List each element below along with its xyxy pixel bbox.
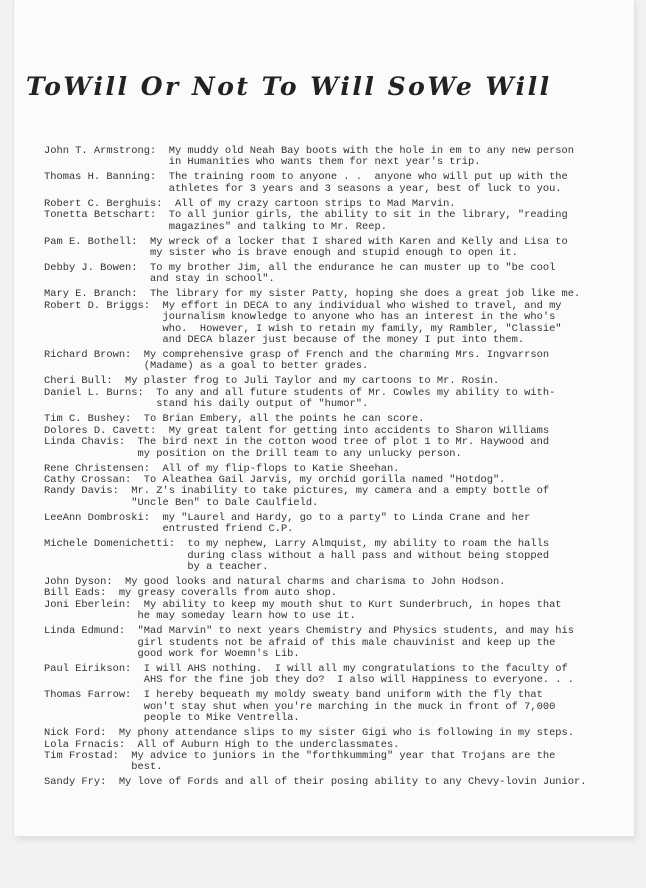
will-text-line: Robert C. Berghuis: All of my crazy cartoon strips to Mad Marvin. xyxy=(44,197,456,210)
will-text-line: people to Mike Ventrella. xyxy=(44,712,300,725)
will-text-line: best. xyxy=(44,761,163,774)
will-text-line: and stay in school". xyxy=(44,273,275,286)
will-text-line: good work for Woemn's Lib. xyxy=(44,647,300,660)
will-entry xyxy=(44,289,604,346)
will-text-line: Nick Ford: My phony attendance slips to my sister Gigi who is following in my steps. xyxy=(44,727,575,740)
will-text-line: Linda Edmund: "Mad Marvin" to next years Chemistry and Physics students, and may his xyxy=(44,625,575,638)
will-entry xyxy=(44,777,604,788)
will-text-line: Tim Frostad: My advice to juniors in the "forthkumming" year that Trojans are the xyxy=(44,750,556,762)
will-entry xyxy=(44,263,604,286)
will-text-line: and DECA blazer just because of the money I put into them. xyxy=(44,334,525,347)
will-entry xyxy=(44,414,604,460)
will-text-line: during class without a hall pass and without being stopped xyxy=(44,549,550,562)
will-text-line: athletes for 3 years and 3 seasons a year, best of luck to you. xyxy=(44,182,562,195)
will-entry xyxy=(44,626,604,660)
will-text-line: Sandy Fry: My love of Fords and all of their posing ability to any Chevy-lovin Junior. xyxy=(44,776,587,789)
wills-list xyxy=(44,146,604,792)
will-text-line: Cathy Crossan: To Aleathea Gail Jarvis, my orchid gorilla named "Hotdog". xyxy=(44,473,506,486)
will-text-line: by a teacher. xyxy=(44,560,269,573)
will-entry xyxy=(44,728,604,774)
page-title: ToWill Or Not To Will SoWe Will xyxy=(26,72,552,101)
will-text-line: won't stay shut when you're marching in the muck in front of 7,000 xyxy=(44,700,556,713)
will-entry xyxy=(44,513,604,536)
will-text-line: Joni Eberlein: My ability to keep my mouth shut to Kurt Sunderbruch, in hopes that xyxy=(44,598,562,611)
will-text-line: journalism knowledge to anyone who has an interest in the who's xyxy=(44,311,556,324)
will-text-line: Bill Eads: my greasy coveralls from auto shop. xyxy=(44,587,338,600)
will-text-line: Lola Frnacis: All of Auburn High to the underclassmates. xyxy=(44,738,400,751)
will-entry xyxy=(44,690,604,724)
will-text-line: girl students not be afraid of this male chauvinist and keep up the xyxy=(44,636,556,649)
will-text-line: Linda Chavis: The bird next in the cotton wood tree of plot 1 to Mr. Haywood and xyxy=(44,436,550,449)
will-text-line: magazines" and talking to Mr. Reep. xyxy=(44,220,387,233)
will-entry xyxy=(44,664,604,687)
will-text-line: my position on the Drill team to any unlucky person. xyxy=(44,447,462,460)
will-text-line: Thomas Farrow: I hereby bequeath my moldy sweaty band uniform with the fly that xyxy=(44,689,543,702)
will-entry xyxy=(44,577,604,623)
will-text-line: Daniel L. Burns: To any and all future students of Mr. Cowles my ability to with- xyxy=(44,386,556,399)
will-text-line: (Madame) as a goal to better grades. xyxy=(44,360,369,373)
will-text-line: in Humanities who wants them for next year's trip. xyxy=(44,156,481,169)
will-text-line: Thomas H. Banning: The training room to anyone . . anyone who will put up with the xyxy=(44,171,568,184)
will-text-line: my sister who is brave enough and stupid enough to open it. xyxy=(44,247,518,260)
will-text-line: John T. Armstrong: My muddy old Neah Bay boots with the hole in em to any new person xyxy=(44,145,575,157)
will-text-line: stand his daily output of "humor". xyxy=(44,398,369,411)
will-text-line: Tonetta Betschart: To all junior girls, the ability to sit in the library, "reading xyxy=(44,209,568,222)
will-text-line: entrusted friend C.P. xyxy=(44,523,294,536)
will-text-line: LeeAnn Dombroski: my "Laurel and Hardy, go to a party" to Linda Crane and her xyxy=(44,511,531,524)
will-text-line: "Uncle Ben" to Dale Caulfield. xyxy=(44,496,319,509)
will-entry xyxy=(44,350,604,373)
will-text-line: Robert D. Briggs: My effort in DECA to any individual who wished to travel, and my xyxy=(44,299,562,312)
will-text-line: Pam E. Bothell: My wreck of a locker that I shared with Karen and Kelly and Lisa to xyxy=(44,235,568,248)
will-entry xyxy=(44,172,604,195)
will-text-line: Randy Davis: Mr. Z's inability to take pictures, my camera and a empty bottle of xyxy=(44,485,550,498)
will-text-line: who. However, I wish to retain my family, my Rambler, "Classie" xyxy=(44,322,562,335)
will-entry xyxy=(44,376,604,410)
will-text-line: Cheri Bull: My plaster frog to Juli Taylor and my cartoons to Mr. Rosin. xyxy=(44,375,500,388)
will-text-line: AHS for the fine job they do? I also will Happiness to everyone. . . xyxy=(44,674,575,687)
will-entry xyxy=(44,199,604,233)
will-text-line: Tim C. Bushey: To Brian Embery, all the points he can score. xyxy=(44,413,425,426)
will-text-line: Paul Eirikson: I will AHS nothing. I will all my congratulations to the faculty of xyxy=(44,662,568,675)
will-text-line: Mary E. Branch: The library for my sister Patty, hoping she does a great job like me. xyxy=(44,288,581,301)
will-text-line: Richard Brown: My comprehensive grasp of French and the charming Mrs. Ingvarrson xyxy=(44,349,550,362)
will-text-line: he may someday learn how to use it. xyxy=(44,610,356,623)
will-entry xyxy=(44,539,604,573)
will-text-line: Dolores D. Cavett: My great talent for getting into accidents to Sharon Williams xyxy=(44,424,550,437)
will-text-line: Debby J. Bowen: To my brother Jim, all the endurance he can muster up to "be cool xyxy=(44,262,556,275)
will-entry xyxy=(44,146,604,169)
will-text-line: Michele Domenichetti: to my nephew, Larry Almquist, my ability to roam the halls xyxy=(44,538,550,551)
will-text-line: Rene Christensen: All of my flip-flops to Katie Sheehan. xyxy=(44,462,400,475)
will-text-line: John Dyson: My good looks and natural charms and charisma to John Hodson. xyxy=(44,575,506,588)
will-entry xyxy=(44,464,604,510)
will-entry xyxy=(44,237,604,260)
